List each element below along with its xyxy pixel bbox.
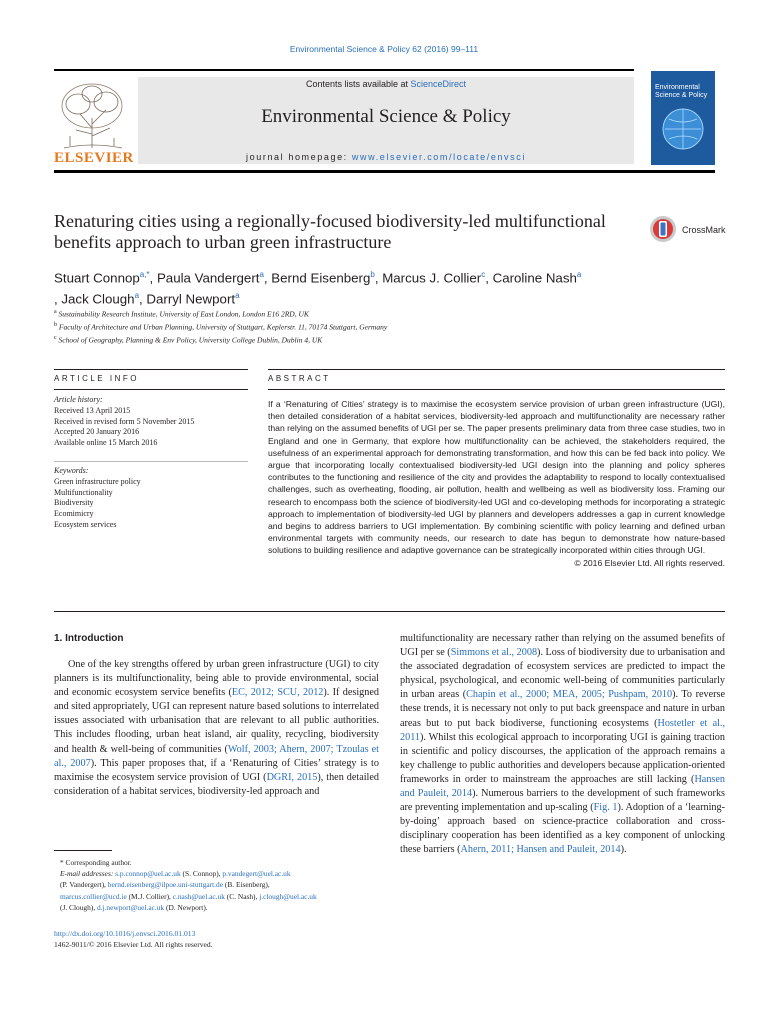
- author-affiliation-marker[interactable]: a: [134, 291, 140, 301]
- email-link[interactable]: p.vandegert@uel.ac.uk: [222, 869, 291, 879]
- doi-block: [54, 928, 213, 950]
- author-name: Paula Vandergert: [156, 270, 260, 286]
- affiliation-key: a: [54, 309, 57, 315]
- abstract-body: [268, 398, 725, 569]
- citation-link[interactable]: DGRI, 2015: [266, 771, 318, 783]
- author-affiliation-marker[interactable]: a: [259, 270, 264, 279]
- author-name: Stuart Connop: [54, 270, 140, 286]
- body-column-left: [54, 658, 379, 799]
- text-run: One of the key strengths offered by urban green infrastructure (UGI) to city planners is its multifunctionality, being able to provide environmental, social and economic ecosystem service benefits (: [54, 659, 379, 699]
- email-owner: (M.J. Collier),: [128, 891, 173, 901]
- author-affiliation-marker[interactable]: a,*: [139, 270, 150, 279]
- affiliation-key: b: [54, 322, 57, 328]
- doi-link[interactable]: http://dx.doi.org/10.1016/j.envsci.2016.01.013: [54, 929, 196, 938]
- cover-title: Environmental Science & Policy: [655, 84, 708, 99]
- abstract-end-rule: [54, 611, 725, 612]
- email-link[interactable]: s.p.connop@uel.ac.uk: [115, 869, 181, 879]
- keywords-block: [54, 466, 254, 531]
- abstract-rule-lower: [268, 389, 725, 390]
- text-run: ). Whilst this ecological approach to incorporating UGI is gaining traction in scientific and policy discourses, the application of the approach remains a key challenge to public authorities and developers because application-oriented frameworks in order to mainstream the approaches are still lacking (: [400, 731, 725, 785]
- abstract-rule: [268, 369, 725, 370]
- affiliation-item: [54, 307, 714, 320]
- history-item: Available online 15 March 2016: [54, 438, 158, 448]
- email-link[interactable]: bernd.eisenberg@ilpoe.uni-stuttgart.de: [107, 880, 224, 890]
- author-affiliation-marker[interactable]: a: [576, 270, 582, 279]
- footnotes: [54, 857, 384, 913]
- email-addresses: [54, 868, 384, 913]
- affiliation-text: School of Geography, Planning & Env Policy, University College Dublin, Dublin 4, UK: [58, 335, 323, 345]
- section-heading-introduction: 1. Introduction: [54, 633, 124, 644]
- sciencedirect-link[interactable]: ScienceDirect: [410, 79, 467, 89]
- journal-title: Environmental Science & Policy: [261, 106, 511, 127]
- article-history: [54, 395, 254, 449]
- citation-link[interactable]: Ahern, 2011; Hansen and Pauleit, 2014: [460, 844, 621, 856]
- citation-link[interactable]: Wolf, 2003; Ahern, 2007; Tzoulas et al., 2007: [54, 743, 379, 769]
- email-label: E-mail addresses:: [60, 869, 114, 879]
- affiliation-text: Sustainability Research Institute, University of East London, London E16 2RD, UK: [58, 309, 309, 319]
- email-link[interactable]: c.nash@uel.ac.uk: [172, 891, 225, 901]
- email-link[interactable]: j.clough@uel.ac.uk: [259, 891, 317, 901]
- issn-copyright: 1462-9011/© 2016 Elsevier Ltd. All rights reserved.: [54, 940, 213, 949]
- email-owner: (B. Eisenberg),: [224, 880, 270, 890]
- affiliation-list: [54, 307, 714, 346]
- keywords-label: Keywords:: [54, 466, 89, 475]
- keyword-item: Multifunctionality: [54, 487, 113, 497]
- journal-homepage-line: [138, 152, 634, 162]
- citation-link[interactable]: Chapin et al., 2000; MEA, 2005; Pushpam, 2010: [466, 689, 673, 701]
- article-info-rule: [54, 369, 248, 370]
- history-item: Received 13 April 2015: [54, 405, 131, 415]
- figure-link[interactable]: Fig. 1: [593, 802, 618, 814]
- elsevier-wordmark: ELSEVIER: [54, 150, 134, 166]
- header-bottom-rule: [54, 170, 715, 173]
- abstract-copyright: © 2016 Elsevier Ltd. All rights reserved.: [574, 557, 725, 568]
- history-item: Accepted 20 January 2016: [54, 427, 140, 437]
- citation-link[interactable]: Hostetler et al., 2011: [400, 717, 726, 743]
- crossmark-label[interactable]: CrossMark: [682, 225, 726, 235]
- abstract-heading: ABSTRACT: [268, 374, 331, 383]
- citation-link[interactable]: EC, 2012; SCU, 2012: [231, 687, 324, 699]
- citation-link[interactable]: Hansen and Pauleit, 2014: [400, 773, 725, 800]
- citation-link[interactable]: Simmons et al., 2008: [450, 647, 538, 659]
- journal-citation[interactable]: Environmental Science & Policy 62 (2016) 99–111: [289, 44, 479, 54]
- footnote-rule: [54, 850, 112, 851]
- author-affiliation-marker[interactable]: a: [235, 291, 240, 301]
- affiliation-key: c: [54, 335, 57, 341]
- affiliation-item: [54, 320, 714, 333]
- keyword-item: Biodiversity: [54, 498, 94, 508]
- article-info-rule-lower: [54, 389, 248, 390]
- email-owner: (C. Nash),: [226, 891, 260, 901]
- email-link[interactable]: marcus.collier@ucd.ie: [60, 891, 127, 901]
- corresponding-author-note: * Corresponding author.: [60, 858, 132, 867]
- corresponding-author-text: Corresponding author.: [65, 858, 132, 867]
- body-column-right: [400, 632, 725, 858]
- paragraph: [400, 632, 725, 858]
- author-affiliation-marker[interactable]: c: [481, 270, 486, 279]
- history-label: Article history:: [54, 395, 103, 404]
- author-list: Stuart Connop$^{a,*}$, Paula Vandergert$^a$, Bernd Eisenberg$^b$, Marcus J. Collier$^c$, Caroline Nash$^a$ , Jack Clough$^a$, Darryl Newport$^a$: [54, 270, 582, 307]
- author-name: Darryl Newport: [146, 291, 236, 307]
- author-name: Caroline Nash: [492, 270, 577, 286]
- affiliation-item: [54, 333, 714, 346]
- article-title: Renaturing cities using a regionally-focused biodiversity-led multifunctional benefits approach to urban green infrastructure: [54, 211, 606, 252]
- contents-line: [138, 79, 634, 89]
- keyword-item: Green infrastructure policy: [54, 476, 141, 486]
- article-info-heading: ARTICLE INFO: [54, 374, 139, 383]
- text-run: ), then detailed consideration of a habitat services, biodiversity-led approach and: [54, 771, 380, 797]
- text-run: ). Adoption of a ‘learning-by-doing’ approach based on science-practice collaboration and cross-disciplinary cooperation has been identified as a key component of unlocking these barriers (: [400, 802, 725, 856]
- email-link[interactable]: d.j.newport@uel.ac.uk: [96, 902, 165, 912]
- history-item: Received in revised form 5 November 2015: [54, 416, 195, 426]
- email-owner: (P. Vandergert),: [60, 880, 108, 890]
- paragraph: [54, 658, 379, 799]
- text-run: ). This paper proposes that, if a ‘Renaturing of Cities’ strategy is to maximise the ecosystem service provision of UGI (: [54, 757, 379, 783]
- email-owner: (D. Newport).: [165, 902, 208, 912]
- homepage-prefix: journal homepage:: [246, 152, 352, 162]
- email-owner: (S. Connop),: [182, 869, 223, 879]
- text-run: multifunctionality are necessary rather than relying on the assumed benefits of UGI per se (: [400, 633, 725, 659]
- contents-prefix: Contents lists available at: [305, 79, 411, 89]
- header-top-rule: [54, 69, 634, 71]
- keywords-divider: [54, 461, 248, 462]
- text-run: ). To reverse these trends, it is necessary not only to put back greenspace and nature in urban areas but to put back biodiverse, functioning ecosystems (: [400, 689, 725, 729]
- author-name: Jack Clough: [61, 291, 135, 307]
- keyword-item: Ecosystem services: [54, 519, 117, 529]
- affiliation-text: Faculty of Architecture and Urban Planning, University of Stuttgart, Keplerstr. 11, 70174 Stuttgart, Germany: [58, 322, 388, 332]
- homepage-link[interactable]: www.elsevier.com/locate/envsci: [351, 152, 526, 162]
- author-affiliation-marker[interactable]: b: [370, 270, 375, 279]
- keyword-item: Ecomimicry: [54, 509, 94, 519]
- text-run: ). Loss of biodiversity due to urbanisation and the associated degradation of ecosystem services are predicted to impact the physical, psychological, and economic well-being of communities particularly in urban areas (: [400, 647, 726, 701]
- email-owner: (J. Clough),: [60, 902, 97, 912]
- abstract-text: If a ‘Renaturing of Cities’ strategy is to maximise the ecosystem service provision of urban green infrastructure (UGI), then detailed consideration of a habitat services, biodiversity-led approach and multifunctionality are necessary rather than relying on the assumed benefits of UGI per se. The paper presents preliminary data from three case studies, two in England and one in Germany, that explore how multifunctionality can be achieved, the stakeholders required, the usefulness of an experimental approach for demonstrating transformation, and how this can be fed back into policy. We argue that incorporating locally contextualised biodiversity-led UGI design into the planning and policy spheres contributes to the functioning and resilience of the city and provides the adaptability to respond to locally contextualised challenges, such as overheating, flooding, air pollution, health and wellbeing as well as biodiversity loss. Framing our research to encompass both the science of biodiversity-led UGI and co-developing methods for incorporating a strategic approach to implementation of biodiversity-led UGI by planners and developers addresses a gap in current knowledge and begins to address barriers to UGI implementation. By combining scientific with policy learning and defined urban environmental targets with community needs, our research to date has begun to demonstrate how nature-based solutions to building resilience and adaptive governance can be strategically incorporated within cities through UGI.: [268, 399, 725, 556]
- text-run: ). If designed and sited appropriately, UGI can represent nature based solutions to interrelated issues associated with urbanisation that are relevant to all public authorities. This includes flooding, urban heat island, air quality, recycling, biodiversity and health & well-being of communities (: [54, 687, 379, 755]
- author-name: Marcus J. Collier: [382, 270, 482, 286]
- text-run: ). Numerous barriers to the development of such frameworks are preventing implementation and up-scaling (: [400, 788, 725, 814]
- text-run: ).: [620, 844, 627, 856]
- author-name: Bernd Eisenberg: [271, 270, 371, 286]
